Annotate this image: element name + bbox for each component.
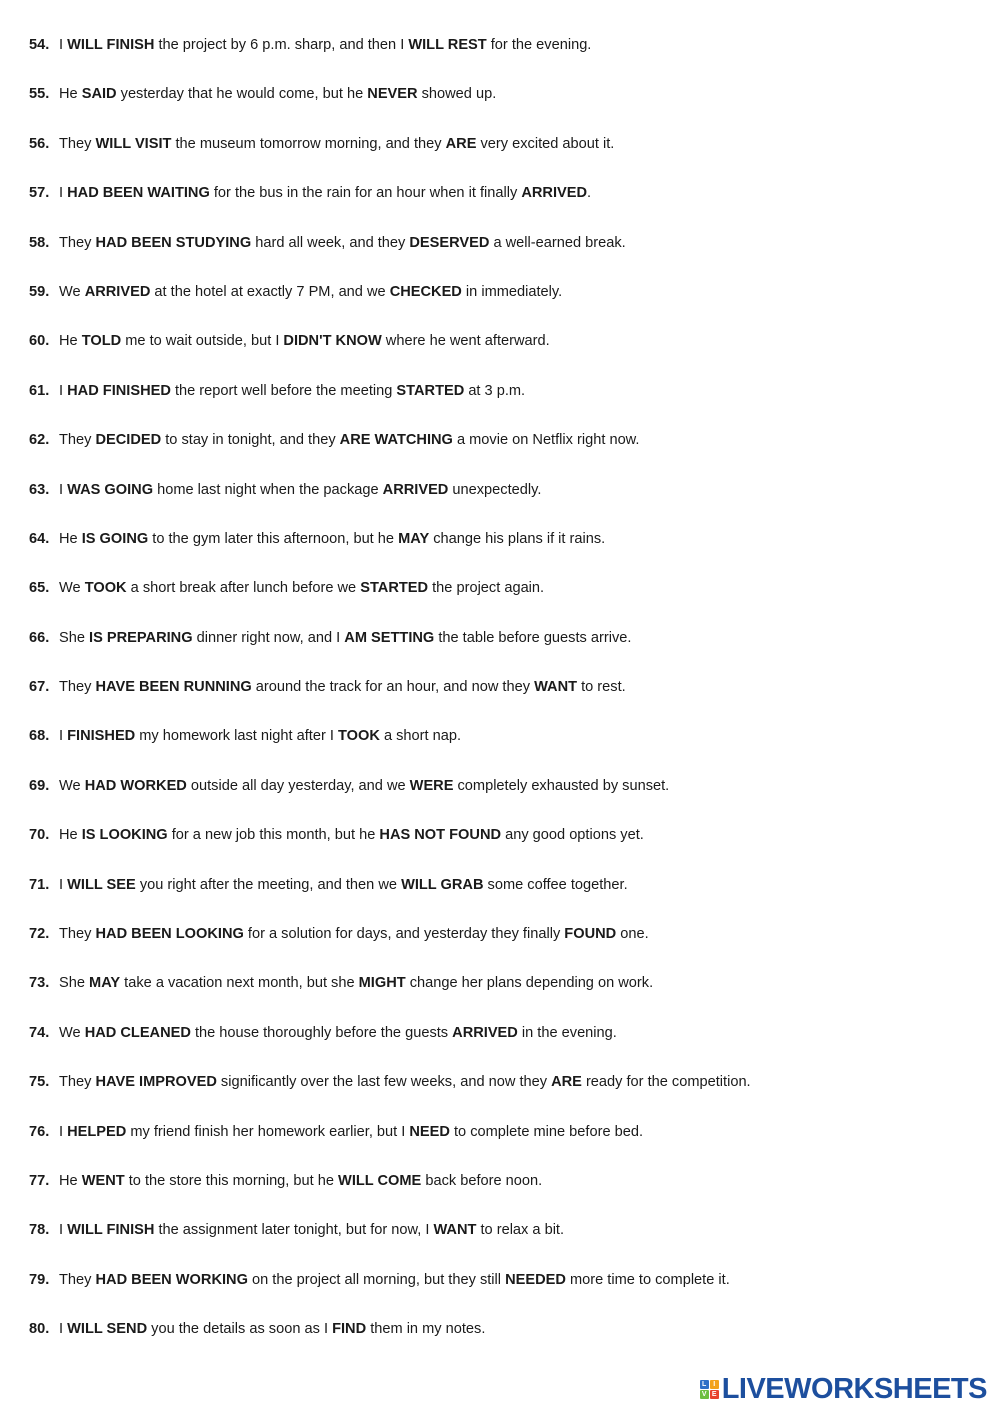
sentence-text: the project by 6 p.m. sharp, and then I (154, 37, 409, 53)
verb-phrase: FINISHED (67, 728, 136, 745)
verb-phrase: WAS GOING (67, 481, 154, 498)
sentence-item (29, 233, 979, 282)
verb-phrase: ARRIVED (452, 1024, 518, 1041)
sentence-text: very excited about it. (476, 135, 615, 152)
verb-phrase: FOUND (564, 926, 617, 943)
sentence-text: He (59, 86, 82, 103)
sentence-list (29, 35, 979, 1369)
verb-phrase: ARE (551, 1074, 582, 1091)
verb-phrase: CHECKED (389, 283, 462, 300)
sentence-text: at the hotel at exactly 7 PM, and we (150, 283, 390, 300)
sentence-text: for the evening. (486, 37, 592, 53)
verb-phrase: TOOK (338, 728, 380, 745)
sentence-text: you the details as soon as I (147, 1321, 333, 1338)
sentence-number: 64. (29, 530, 50, 547)
verb-phrase: TOLD (81, 333, 122, 350)
sentence-text: home last night when the package (153, 481, 383, 498)
sentence-number: 79. (29, 1271, 50, 1288)
verb-phrase: HAD WORKED (84, 777, 187, 794)
sentence-text: She (59, 975, 90, 992)
verb-phrase: FIND (332, 1321, 367, 1338)
sentence-number: 75. (29, 1074, 50, 1091)
sentence-text: showed up. (417, 86, 497, 103)
verb-phrase: NEEDED (505, 1271, 566, 1288)
verb-phrase: HAD BEEN WORKING (95, 1271, 248, 1288)
verb-phrase: WANT (433, 1222, 477, 1239)
sentence-number: 76. (29, 1123, 50, 1140)
sentence-number: 61. (29, 382, 50, 399)
sentence-item (29, 1122, 979, 1171)
sentence-number: 67. (29, 679, 50, 696)
liveworksheets-logo[interactable] (700, 1372, 987, 1406)
sentence-text: I (59, 1123, 68, 1140)
verb-phrase: DIDN'T KNOW (283, 333, 382, 350)
sentence-text: I (59, 382, 68, 399)
sentence-text: the assignment later tonight, but for now, I (154, 1222, 434, 1239)
sentence-item (29, 776, 979, 825)
verb-phrase: HELPED (67, 1123, 127, 1140)
sentence-item (29, 1270, 979, 1319)
sentence-text: She (59, 629, 90, 646)
logo-letter-e: E (710, 1390, 719, 1399)
sentence-text: I (59, 1321, 68, 1338)
verb-phrase: SAID (81, 86, 117, 103)
sentence-text: I (59, 728, 68, 745)
verb-phrase: MAY (398, 530, 430, 547)
sentence-number: 62. (29, 432, 50, 449)
verb-phrase: NEVER (367, 86, 418, 103)
sentence-item (29, 1023, 979, 1072)
sentence-item (29, 480, 979, 529)
verb-phrase: ARE WATCHING (339, 432, 453, 449)
verb-phrase: WILL REST (408, 37, 487, 53)
sentence-text: They (59, 926, 96, 943)
verb-phrase: ARRIVED (84, 283, 151, 300)
sentence-item (29, 1319, 979, 1368)
sentence-text: them in my notes. (366, 1321, 486, 1338)
sentence-item (29, 677, 979, 726)
verb-phrase: TOOK (84, 580, 127, 597)
verb-phrase: WILL FINISH (67, 37, 155, 53)
verb-phrase: WILL SEE (67, 876, 136, 893)
verb-phrase: DESERVED (409, 234, 490, 251)
sentence-text: my homework last night after I (135, 728, 338, 745)
verb-phrase: STARTED (396, 382, 465, 399)
verb-phrase: AM SETTING (344, 629, 435, 646)
sentence-text: in the evening. (517, 1024, 617, 1041)
sentence-number: 72. (29, 926, 50, 943)
sentence-text: They (59, 432, 96, 449)
sentence-text: my friend finish her homework earlier, but I (126, 1123, 410, 1140)
sentence-item (29, 924, 979, 973)
sentence-item (29, 1072, 979, 1121)
sentence-item (29, 134, 979, 183)
verb-phrase: HAVE BEEN RUNNING (95, 679, 252, 696)
sentence-number: 69. (29, 777, 50, 794)
verb-phrase: WILL FINISH (67, 1222, 155, 1239)
sentence-text: unexpectedly. (448, 481, 542, 498)
sentence-text: They (59, 1074, 96, 1091)
sentence-text: back before noon. (421, 1172, 543, 1189)
sentence-text: I (59, 876, 68, 893)
verb-phrase: HAD CLEANED (84, 1024, 191, 1041)
sentence-text: I (59, 185, 68, 202)
verb-phrase: HAS NOT FOUND (379, 827, 502, 844)
sentence-item (29, 430, 979, 479)
verb-phrase: HAD FINISHED (67, 382, 171, 399)
sentence-text: They (59, 135, 96, 152)
sentence-item (29, 825, 979, 874)
verb-phrase: HAD BEEN WAITING (67, 185, 210, 202)
verb-phrase: IS GOING (81, 530, 149, 547)
sentence-item (29, 529, 979, 578)
verb-phrase: WANT (534, 679, 578, 696)
sentence-text: me to wait outside, but I (121, 333, 284, 350)
sentence-text: I (59, 481, 68, 498)
sentence-item (29, 35, 979, 84)
sentence-text: We (59, 1024, 85, 1041)
sentence-text: to rest. (577, 679, 626, 696)
sentence-item (29, 578, 979, 627)
sentence-item (29, 183, 979, 232)
logo-letter-l: L (700, 1380, 709, 1389)
sentence-item (29, 282, 979, 331)
sentence-item (29, 84, 979, 133)
verb-phrase: WILL VISIT (95, 135, 172, 152)
sentence-number: 59. (29, 283, 50, 300)
sentence-item (29, 381, 979, 430)
verb-phrase: ARRIVED (382, 481, 449, 498)
verb-phrase: MAY (89, 975, 121, 992)
verb-phrase: NEED (409, 1123, 450, 1140)
sentence-item (29, 973, 979, 1022)
sentence-text: outside all day yesterday, and we (186, 777, 410, 794)
sentence-text: the project again. (428, 580, 545, 597)
sentence-number: 70. (29, 827, 50, 844)
sentence-text: to the gym later this afternoon, but he (148, 530, 399, 547)
sentence-text: change his plans if it rains. (429, 530, 606, 547)
verb-phrase: DECIDED (95, 432, 162, 449)
sentence-text: for a new job this month, but he (167, 827, 380, 844)
verb-phrase: WILL GRAB (401, 876, 484, 893)
verb-phrase: IS LOOKING (81, 827, 168, 844)
sentence-text: They (59, 234, 96, 251)
sentence-text: We (59, 580, 85, 597)
sentence-text: to the store this morning, but he (124, 1172, 339, 1189)
sentence-number: 78. (29, 1222, 50, 1239)
sentence-number: 55. (29, 86, 50, 103)
brand-text: LIVEWORKSHEETS (721, 1372, 987, 1405)
sentence-text: We (59, 777, 85, 794)
sentence-text: in immediately. (461, 283, 563, 300)
sentence-text: change her plans depending on work. (405, 975, 654, 992)
sentence-text: significantly over the last few weeks, and now they (216, 1074, 552, 1091)
sentence-text: He (59, 333, 82, 350)
verb-phrase: WILL SEND (67, 1321, 148, 1338)
sentence-text: any good options yet. (501, 827, 644, 844)
sentence-text: for a solution for days, and yesterday they finally (243, 926, 565, 943)
sentence-text: hard all week, and they (251, 234, 410, 251)
sentence-item (29, 628, 979, 677)
sentence-item (29, 875, 979, 924)
verb-phrase: ARRIVED (521, 185, 588, 202)
sentence-text: to complete mine before bed. (449, 1123, 644, 1140)
sentence-text: the report well before the meeting (170, 382, 397, 399)
sentence-item (29, 726, 979, 775)
sentence-text: more time to complete it. (565, 1271, 730, 1288)
logo-grid-icon (700, 1380, 719, 1399)
verb-phrase: WERE (409, 777, 454, 794)
verb-phrase: IS PREPARING (89, 629, 193, 646)
sentence-text: He (59, 827, 82, 844)
verb-phrase: MIGHT (358, 975, 406, 992)
sentence-number: 54. (29, 37, 50, 53)
sentence-item (29, 1220, 979, 1269)
sentence-number: 56. (29, 135, 50, 152)
sentence-text: a well-earned break. (489, 234, 626, 251)
sentence-text: a short break after lunch before we (126, 580, 361, 597)
verb-phrase: WENT (81, 1172, 125, 1189)
sentence-text: I (59, 37, 68, 53)
verb-phrase: WILL COME (338, 1172, 422, 1189)
sentence-text: for the bus in the rain for an hour when it finally (209, 185, 522, 202)
logo-letter-i: I (710, 1380, 719, 1389)
sentence-number: 60. (29, 333, 50, 350)
sentence-number: 58. (29, 234, 50, 251)
sentence-text: We (59, 283, 85, 300)
sentence-text: the table before guests arrive. (434, 629, 632, 646)
sentence-text: to relax a bit. (476, 1222, 565, 1239)
verb-phrase: HAD BEEN LOOKING (95, 926, 244, 943)
sentence-text: completely exhausted by sunset. (453, 777, 670, 794)
sentence-text: They (59, 1271, 96, 1288)
sentence-number: 65. (29, 580, 50, 597)
sentence-text: you right after the meeting, and then we (135, 876, 402, 893)
sentence-number: 57. (29, 185, 50, 202)
sentence-text: a movie on Netflix right now. (452, 432, 640, 449)
sentence-text: They (59, 679, 96, 696)
verb-phrase: STARTED (360, 580, 429, 597)
sentence-item (29, 1171, 979, 1220)
sentence-text: the museum tomorrow morning, and they (171, 135, 446, 152)
sentence-text: one. (616, 926, 649, 943)
sentence-number: 63. (29, 481, 50, 498)
sentence-text: dinner right now, and I (192, 629, 345, 646)
sentence-text: some coffee together. (483, 876, 628, 893)
sentence-number: 71. (29, 876, 50, 893)
sentence-text: to stay in tonight, and they (161, 432, 340, 449)
logo-letter-v: V (700, 1390, 709, 1399)
sentence-number: 74. (29, 1024, 50, 1041)
sentence-text: at 3 p.m. (464, 382, 526, 399)
verb-phrase: ARE (445, 135, 477, 152)
sentence-text: where he went afterward. (381, 333, 550, 350)
sentence-text: a short nap. (379, 728, 462, 745)
verb-phrase: HAD BEEN STUDYING (95, 234, 252, 251)
sentence-number: 66. (29, 629, 50, 646)
verb-phrase: HAVE IMPROVED (95, 1074, 217, 1091)
sentence-number: 80. (29, 1321, 50, 1338)
sentence-number: 68. (29, 728, 50, 745)
sentence-text: take a vacation next month, but she (120, 975, 359, 992)
sentence-text: . (587, 185, 592, 202)
sentence-number: 77. (29, 1172, 50, 1189)
sentence-text: I (59, 1222, 68, 1239)
sentence-text: on the project all morning, but they still (247, 1271, 506, 1288)
sentence-text: ready for the competition. (581, 1074, 751, 1091)
sentence-text: yesterday that he would come, but he (116, 86, 368, 103)
sentence-number: 73. (29, 975, 50, 992)
sentence-text: around the track for an hour, and now they (251, 679, 535, 696)
sentence-text: the house thoroughly before the guests (190, 1024, 453, 1041)
sentence-item (29, 331, 979, 380)
sentence-text: He (59, 530, 82, 547)
sentence-text: He (59, 1172, 82, 1189)
